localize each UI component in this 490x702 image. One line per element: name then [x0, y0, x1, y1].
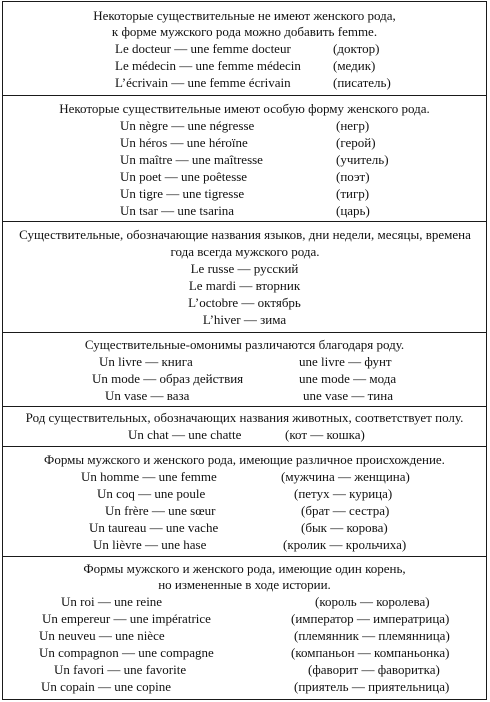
- section-always-masculine: [3, 222, 486, 333]
- section-intro: Род существительных, обозначающих названия животных, соответствует полу.: [25, 410, 464, 425]
- example-french: Un compagnon — une compagne: [39, 645, 214, 660]
- homonym-masculine: Un livre — книга: [99, 354, 193, 369]
- example-russian: (приятель — приятельница): [294, 679, 450, 694]
- example-french: Un chat — une chatte: [128, 427, 242, 442]
- homonym-feminine: une mode — мода: [299, 371, 397, 386]
- section-animals: [3, 407, 486, 447]
- example-french: Un homme — une femme: [81, 469, 217, 484]
- section-different-origin: [3, 447, 486, 557]
- example-russian: (тигр): [336, 186, 370, 201]
- example-french: Un roi — une reine: [61, 594, 163, 609]
- section-intro: Формы мужского и женского рода, имеющие один корень,: [83, 561, 406, 576]
- example-russian: (племянник — племянница): [294, 628, 450, 643]
- example-russian: (медик): [333, 58, 376, 73]
- example-russian: (император — императрица): [291, 611, 450, 626]
- example-russian: (мужчина — женщина): [281, 469, 410, 484]
- example-french: Un héros — une héroïne: [120, 135, 248, 150]
- example-russian: (писатель): [333, 75, 391, 90]
- section-intro: к форме мужского рода можно добавить femme.: [111, 24, 378, 39]
- example-pair: Le russe — русский: [190, 261, 299, 276]
- example-pair: L’hiver — зима: [202, 312, 287, 327]
- example-french: Un lièvre — une hase: [93, 537, 207, 552]
- section-homonyms: [3, 333, 486, 407]
- example-french: Un tigre — une tigresse: [120, 186, 245, 201]
- example-russian: (кот — кошка): [285, 427, 365, 442]
- example-french: Un neuveu — une nièce: [39, 628, 165, 643]
- section-intro: Существительные, обозначающие названия языков, дни недели, месяцы, времена года всегда мужского рода.: [19, 227, 471, 259]
- example-russian: (бык — корова): [301, 520, 388, 535]
- example-russian: (царь): [336, 203, 370, 218]
- example-french: Un copain — une copine: [41, 679, 171, 694]
- homonym-feminine: une livre — фунт: [299, 354, 392, 369]
- section-intro: Существительные-омонимы различаются благодаря роду.: [84, 337, 405, 352]
- example-russian: (кролик — крольчиха): [283, 537, 407, 552]
- example-french: L’écrivain — une femme écrivain: [115, 75, 291, 90]
- example-russian: (компаньон — компаньонка): [291, 645, 450, 660]
- example-russian: (фаворит — фаворитка): [308, 662, 440, 677]
- example-pair: L’octobre — октябрь: [188, 295, 301, 310]
- example-russian: (негр): [336, 118, 370, 133]
- section-femme-suffix: [3, 2, 486, 96]
- section-intro: но измененные в ходе истории.: [158, 577, 331, 592]
- example-french: Un taureau — une vache: [89, 520, 219, 535]
- section-intro: Формы мужского и женского рода, имеющие различное происхождение.: [44, 452, 445, 467]
- example-russian: (король — королева): [315, 594, 430, 609]
- example-french: Le docteur — une femme docteur: [115, 41, 291, 56]
- homonym-masculine: Un vase — ваза: [105, 388, 190, 403]
- homonym-masculine: Un mode — образ действия: [92, 371, 244, 386]
- example-russian: (брат — сестра): [301, 503, 390, 518]
- grammar-table: [2, 1, 487, 700]
- example-french: Un maître — une maîtresse: [120, 152, 263, 167]
- example-russian: (герой): [336, 135, 376, 150]
- homonym-feminine: une vase — тина: [303, 388, 393, 403]
- example-french: Un coq — une poule: [97, 486, 206, 501]
- example-russian: (доктор): [333, 41, 380, 56]
- section-intro: Некоторые существительные имеют особую форму женского рода.: [59, 101, 430, 116]
- example-french: Un poet — une poêtesse: [120, 169, 248, 184]
- example-french: Un tsar — une tsarina: [120, 203, 235, 218]
- example-french: Un empereur — une impératrice: [42, 611, 211, 626]
- example-russian: (учитель): [336, 152, 389, 167]
- example-russian: (петух — курица): [294, 486, 393, 501]
- example-french: Le médecin — une femme médecin: [115, 58, 301, 73]
- example-pair: Le mardi — вторник: [188, 278, 301, 293]
- example-french: Un nègre — une négresse: [120, 118, 255, 133]
- example-russian: (поэт): [336, 169, 370, 184]
- example-french: Un frère — une sœur: [105, 503, 216, 518]
- section-special-feminine: [3, 96, 486, 222]
- section-intro: Некоторые существительные не имеют женского рода,: [93, 8, 396, 23]
- section-common-root: [3, 557, 486, 700]
- example-french: Un favori — une favorite: [54, 662, 187, 677]
